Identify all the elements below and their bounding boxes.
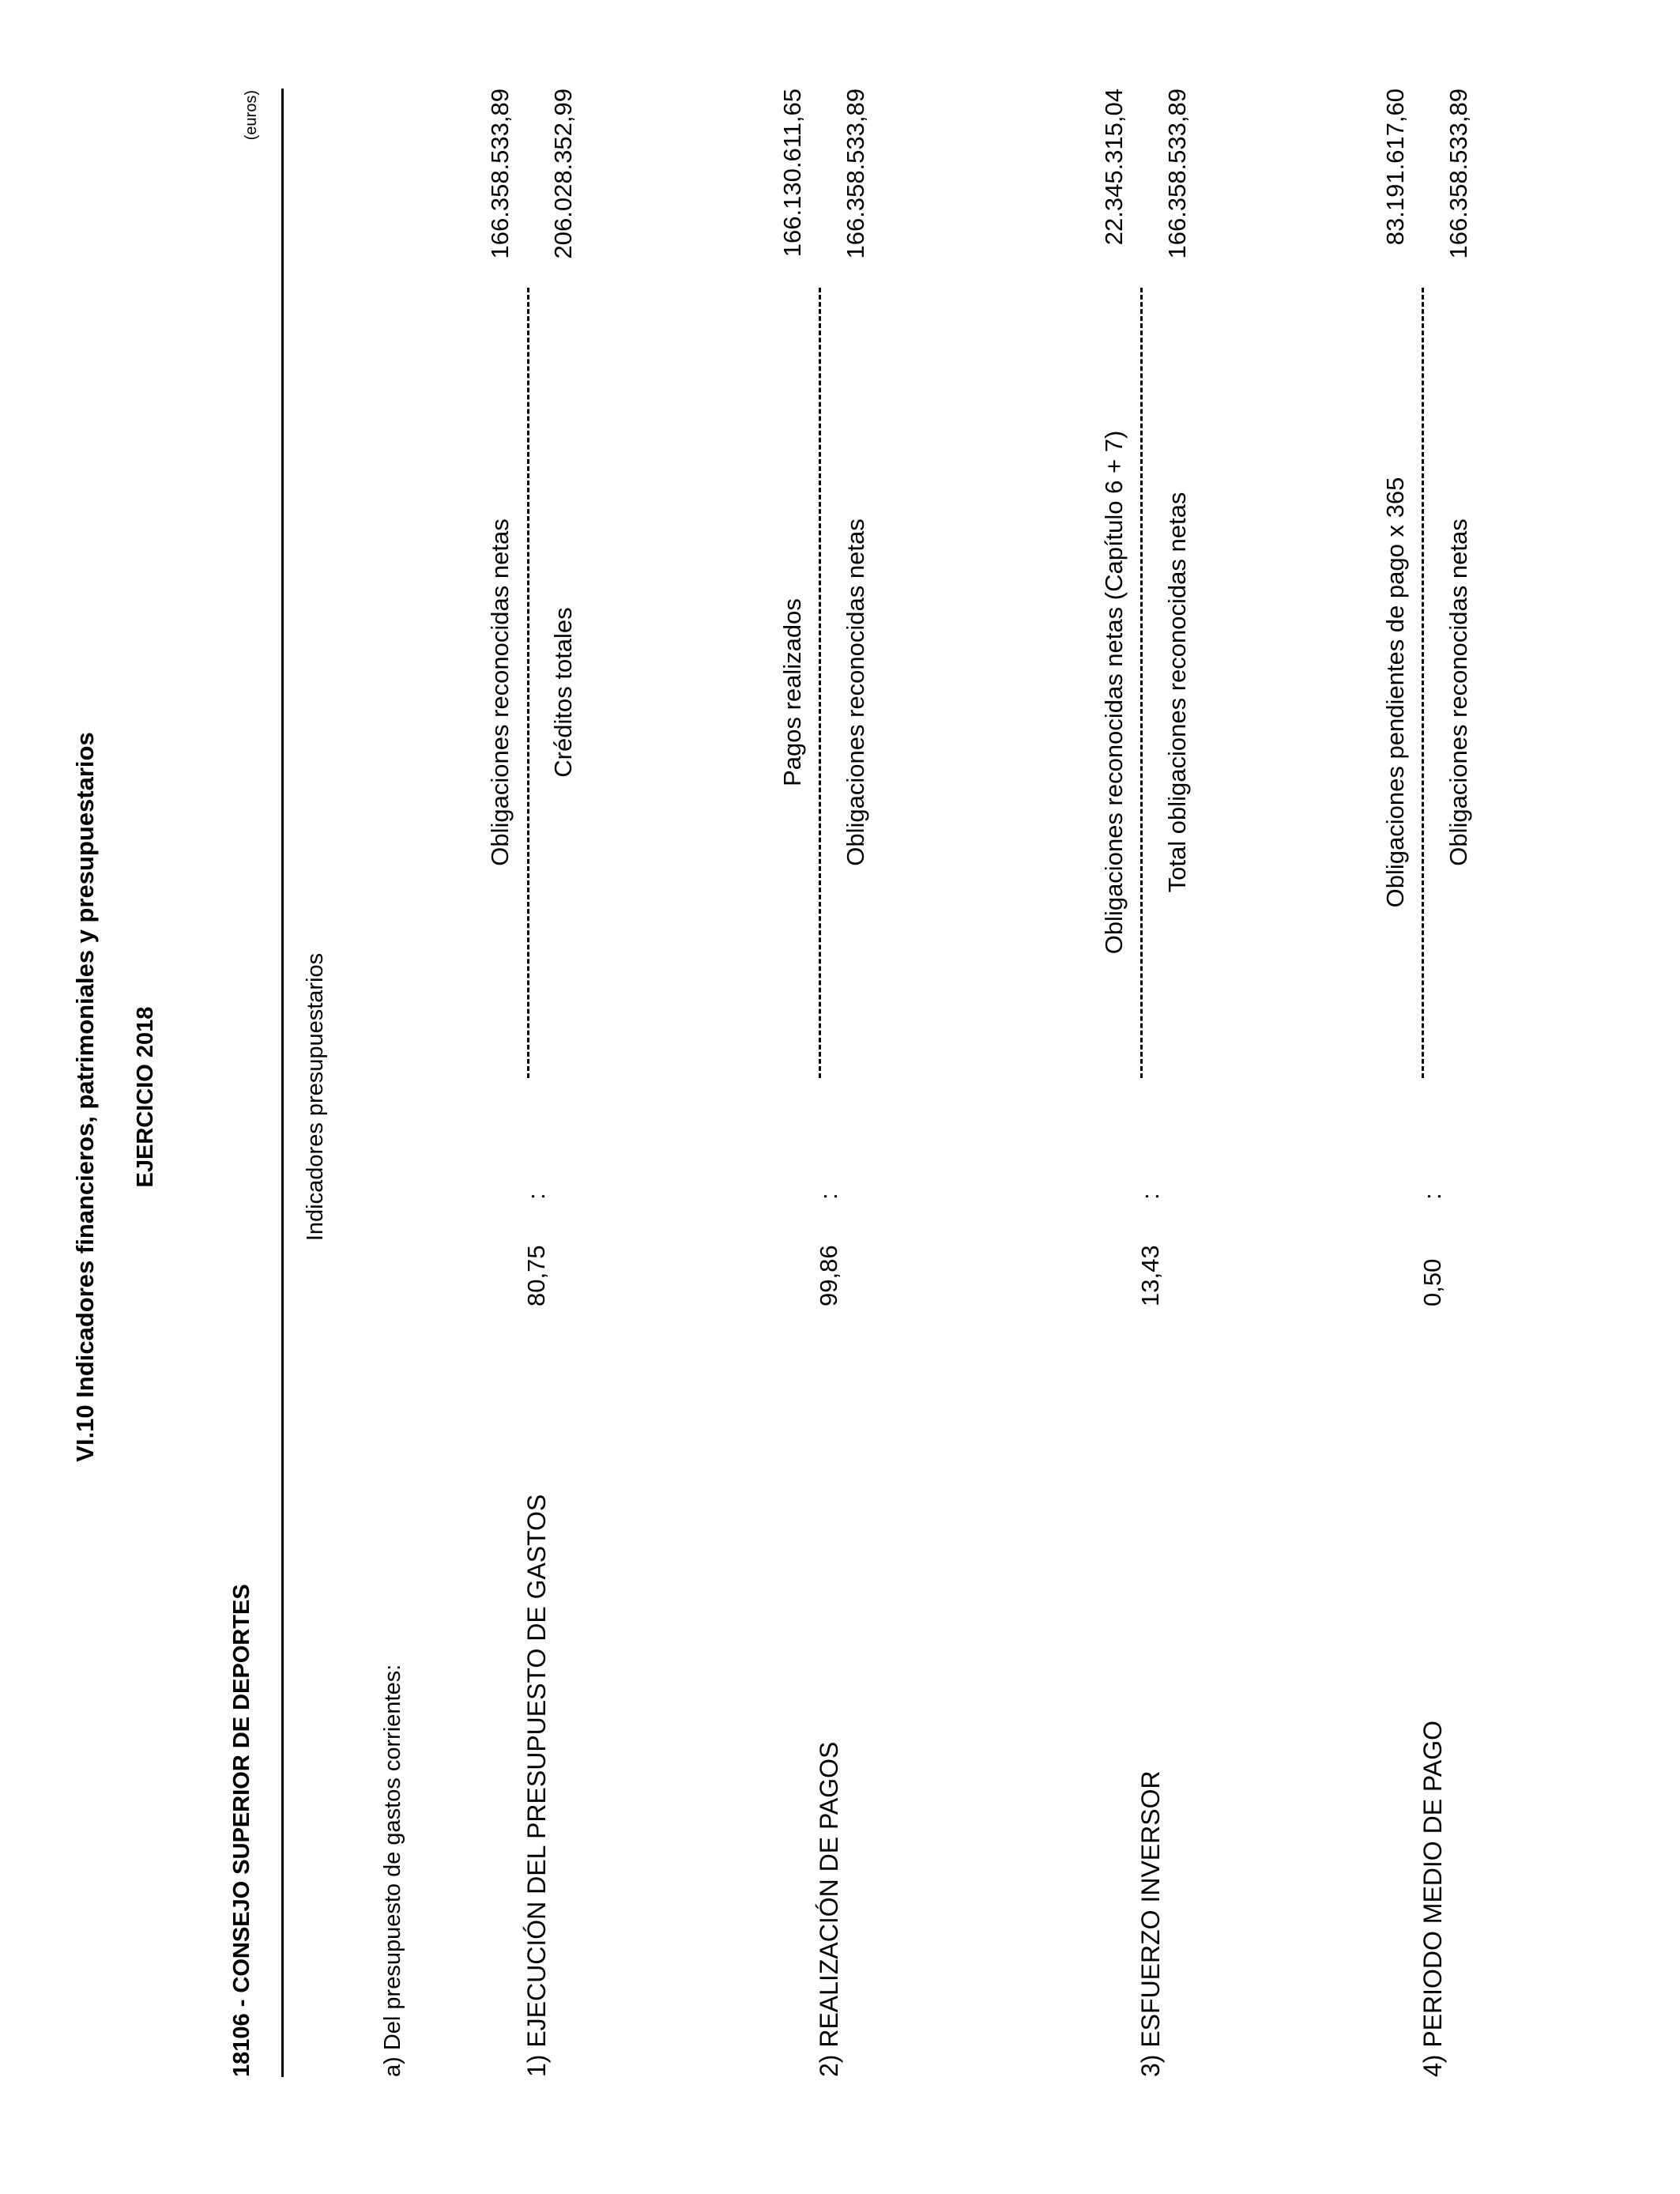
numerator-value: 22.345.315,04 (1100, 89, 1128, 246)
denominator-value: 166.358.533,89 (1163, 89, 1191, 259)
fiscal-year: EJERCICIO 2018 (133, 1006, 158, 1188)
section-title: Indicadores presupuestarios (303, 952, 328, 1242)
entity-name: 18106 - CONSEJO SUPERIOR DE DEPORTES (229, 1584, 254, 2077)
indicator-value: 99,86 (815, 1245, 842, 1306)
indicator-value: 80,75 (522, 1245, 550, 1306)
indicator-name: 3) ESFUERZO INVERSOR (1136, 1770, 1165, 2077)
fraction-line (819, 288, 821, 1078)
denominator-value: 206.028.352,99 (549, 89, 577, 259)
header-rule (281, 89, 284, 2077)
fraction-line (1422, 288, 1424, 1078)
fraction-line (1140, 288, 1143, 1078)
indicator-name: 1) EJECUCIÓN DEL PRESUPUESTO DE GASTOS (522, 1494, 551, 2077)
numerator-label: Pagos realizados (778, 598, 806, 786)
indicator-name: 2) REALIZACIÓN DE PAGOS (815, 1741, 843, 2077)
numerator-value: 166.358.533,89 (486, 89, 514, 259)
denominator-label: Créditos totales (549, 607, 577, 778)
fraction-line (527, 288, 529, 1078)
section-a-label: a) Del presupuesto de gastos corrientes: (380, 1664, 405, 2077)
units-label: (euros) (243, 90, 260, 141)
indicator-colon: : (1418, 1193, 1446, 1200)
numerator-value: 83.191.617,60 (1381, 89, 1409, 246)
denominator-value: 166.358.533,89 (842, 89, 869, 259)
denominator-label: Total obligaciones reconocidas netas (1163, 492, 1191, 893)
indicator-colon: : (522, 1193, 550, 1200)
denominator-label: Obligaciones reconocidas netas (1445, 518, 1472, 866)
indicator-colon: : (1136, 1193, 1164, 1200)
numerator-label: Obligaciones pendientes de pago x 365 (1381, 477, 1409, 908)
indicator-colon: : (815, 1193, 842, 1200)
report-title: VI.10 Indicadores financieros, patrimoniales y presupuestarios (71, 732, 99, 1462)
denominator-value: 166.358.533,89 (1445, 89, 1472, 259)
numerator-value: 166.130.611,65 (778, 89, 806, 258)
numerator-label: Obligaciones reconocidas netas (Capítulo 6 + 7) (1100, 430, 1128, 955)
indicator-name: 4) PERIODO MEDIO DE PAGO (1418, 1720, 1447, 2077)
denominator-label: Obligaciones reconocidas netas (842, 518, 869, 866)
indicator-value: 0,50 (1418, 1258, 1446, 1306)
numerator-label: Obligaciones reconocidas netas (486, 518, 514, 866)
indicator-value: 13,43 (1136, 1245, 1164, 1306)
